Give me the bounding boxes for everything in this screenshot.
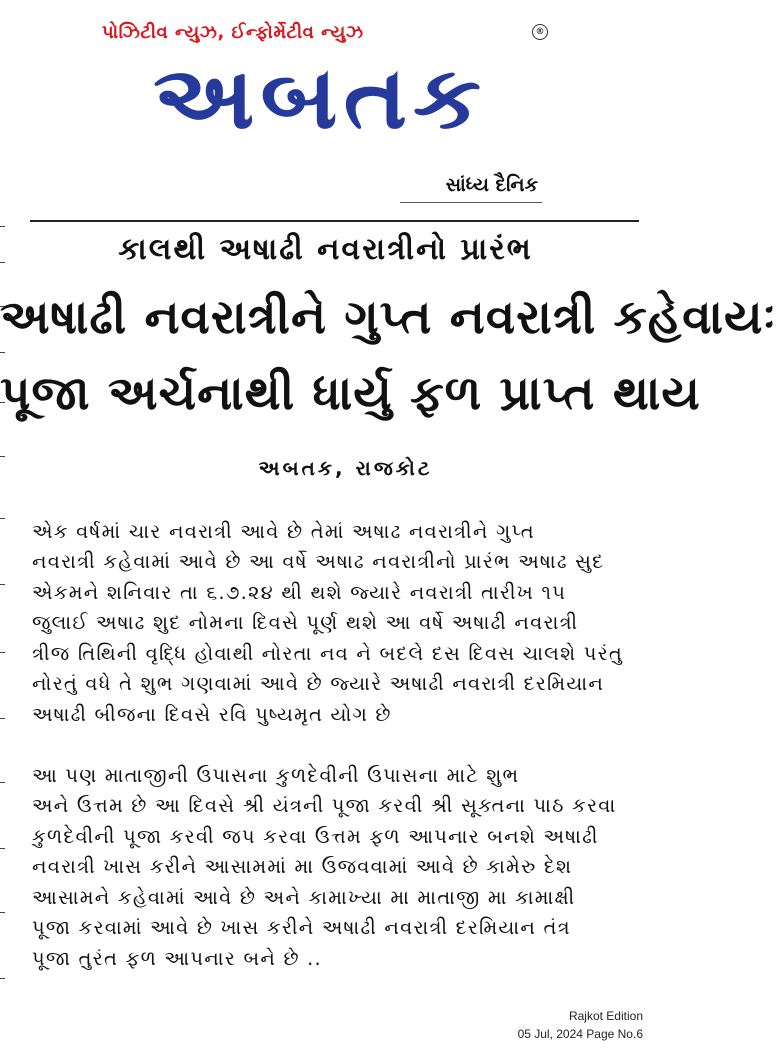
newspaper-logo	[100, 44, 550, 164]
masthead	[100, 14, 550, 204]
headline-line-2: પૂજા અર્ચનાથી ધાર્યુ ફળ પ્રાપ્ત થાય	[0, 366, 701, 421]
article-kicker: કાલથી અષાઢી નવરાત્રીનો પ્રારંભ	[118, 232, 533, 267]
edition-type-label: સાંધ્ય દૈનિક	[445, 174, 538, 196]
masthead-underline	[400, 202, 542, 203]
masthead-tagline: પોઝિટીવ ન્યુઝ, ઈન્ફોર્મેટીવ ન્યુઝ	[102, 22, 364, 43]
footer-edition: Rajkot Edition	[568, 1009, 643, 1023]
article-paragraph: એક વર્ષમાં ચાર નવરાત્રી આવે છે તેમાં અષાઢ નવરાત્રીને ગુપ્ત નવરાત્રી કહેવામાં આવે છે આ વર્ષે અષાઢ નવરાત્રીનો પ્રારંભ અષાઢ સુદ એકમને શનિવાર તા ૬.૭.૨૪ થી થશે જ્યારે નવરાત્રી તારીખ ૧૫ જુલાઈ અષાઢ શુદ નોમના દિવસે પૂર્ણ થશે આ વર્ષે અષાઢી નવરાત્રી ત્રીજ તિથિની વૃદ્ધિ હોવાથી નોરતા નવ ને બદલે દસ દિવસ ચાલશે પરંતુ નોરતું વધે તે શુભ ગણવામાં આવે છે જ્યારે અષાઢી નવરાત્રી દરમિયાન અષાઢી બીજના દિવસે રવિ પુષ્યમૃત યોગ છે	[32, 519, 624, 726]
article-paragraph: આ પણ માતાજીની ઉપાસના કુળદેવીની ઉપાસના માટે શુભ અને ઉત્તમ છે આ દિવસે શ્રી યંત્રની પૂજા કરવી શ્રી સૂક્તના પાઠ કરવા કુળદેવીની પૂજા કરવી જપ કરવા ઉત્તમ ફળ આપનાર બનશે અષાઢી નવરાત્રી ખાસ કરીને આસામમાં મા ઉજવવામાં આવે છે કામેરુ દેશ આસામને કહેવામાં આવે છે અને કામાખ્યા મા માતાજી મા કામાક્ષી પૂજા કરવામાં આવે છે ખાસ કરીને અષાઢી નવરાત્રી દરમિયાન તંત્ર પૂજા તુરંત ફળ આપનાર બને છે ..	[32, 763, 617, 970]
footer-date-page: 05 Jul, 2024 Page No.6	[517, 1027, 643, 1041]
article-body	[32, 486, 640, 1005]
logo-wordmark: અબતક	[153, 47, 487, 149]
header-divider	[30, 220, 639, 222]
registered-mark: ®	[532, 24, 548, 40]
headline-line-1: અષાઢી નવરાત્રીને ગુપ્ત નવરાત્રી કહેવાયઃ	[0, 290, 777, 345]
article-byline: અબતક, રાજકોટ	[258, 456, 433, 480]
